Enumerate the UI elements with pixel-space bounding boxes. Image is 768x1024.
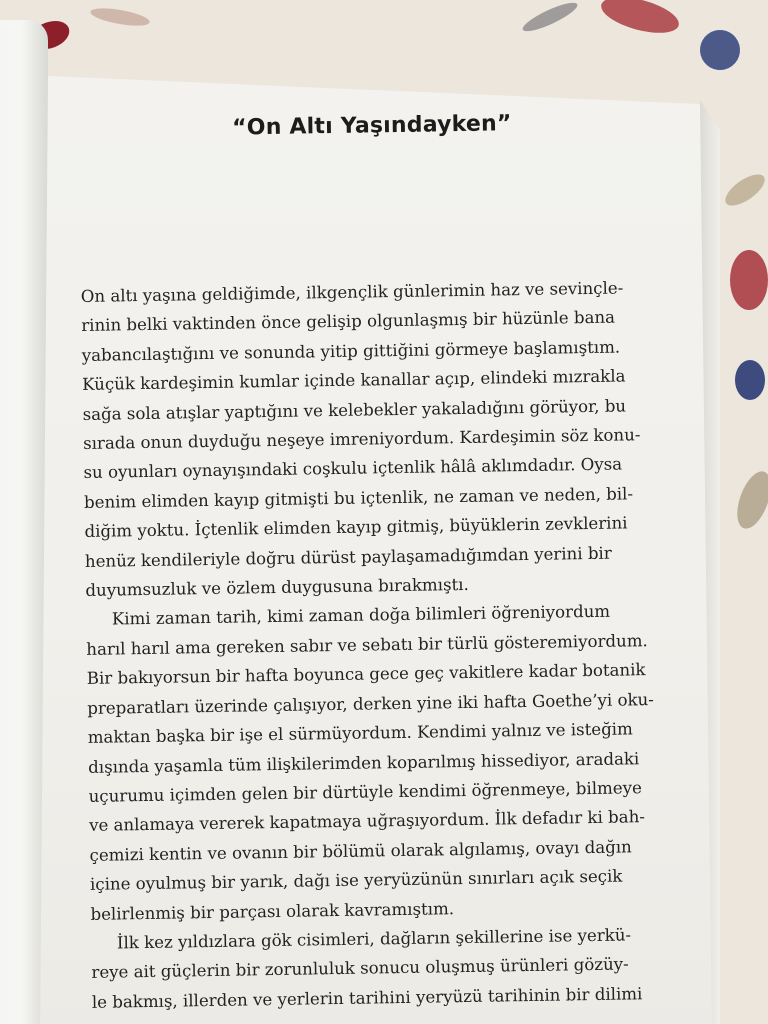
text-line: yabancılaştığını ve sonunda yitip gittiğini görmeye başlamıştım.	[81, 337, 621, 365]
text-line: reye ait güçlerin bir zorunluluk sonucu oluşmuş ürünleri gözüy-	[91, 954, 629, 983]
tablecloth-motif	[731, 467, 768, 533]
tablecloth-motif	[89, 5, 151, 29]
text-line: le bakmış, illerden ve yerlerin tarihini yeryüzü tarihinin bir dilimi	[91, 983, 643, 1012]
previous-page-edge	[0, 20, 48, 1024]
text-line: içine oyulmuş bir yarık, dağı ise yeryüzünün sınırları açık seçik	[89, 866, 623, 895]
text-line: rinin belki vaktinden önce gelişip olgunlaşmış bir hüzünle bana	[81, 307, 616, 336]
text-line: ve anlamaya vererek kapatmaya uğraşıyordum. İlk defadır ki bah-	[88, 807, 646, 836]
tablecloth-motif	[720, 169, 768, 212]
text-line: çemizi kentin ve ovanın bir bölümü olarak algılamış, ovayı dağın	[89, 837, 632, 865]
text-line: belirlenmiş bir parçası olarak kavramıştım.	[90, 898, 455, 924]
text-line: Bir bakıyorsun bir hafta boyunca gece geç vakitlere kadar botanik	[86, 660, 646, 689]
text-line: sağa sola atışlar yaptığını ve kelebekler yakaladığını görüyor, bu	[82, 396, 627, 424]
text-line: On altı yaşına geldiğimde, ilkgençlik günlerimin haz ve sevinçle-	[80, 278, 624, 306]
body-text	[81, 272, 702, 1017]
paragraph-3	[91, 919, 702, 1017]
text-line: Kimi zaman tarih, kimi zaman doğa bilimleri öğreniyordum	[111, 602, 611, 629]
page-content	[78, 108, 712, 1018]
text-line: duyumsuzluk ve özlem duygusuna bırakmıştı.	[85, 574, 469, 601]
tablecloth-motif	[520, 0, 580, 36]
text-line: su oyunları oynayışındaki coşkulu içtenlik hâlâ aklımdadır. Oysa	[83, 454, 623, 483]
text-line: harıl harıl ama gereken sabır ve sebatı bir türlü gösteremiyordum.	[86, 630, 648, 659]
paragraph-2	[86, 596, 701, 929]
tablecloth-motif	[730, 250, 768, 310]
text-line: henüz kendileriyle doğru dürüst paylaşamadığımdan yerini bir	[84, 543, 612, 571]
text-line: maktan başka bir işe el sürmüyordum. Kendimi yalnız ve isteğim	[87, 719, 633, 748]
chapter-title: “On Altı Yaşındayken”	[231, 111, 512, 141]
text-line: İlk kez yıldızlara gök cisimleri, dağların şekillerine ise yerkü-	[116, 925, 632, 953]
text-line: benim elimden kayıp gitmişti bu içtenlik, ne zaman ve neden, bil-	[83, 484, 634, 512]
paragraph-1	[81, 272, 696, 605]
text-line: sırada onun duyduğu neşeye imreniyordum. Kardeşimin söz konu-	[82, 425, 641, 453]
tablecloth-motif	[735, 360, 765, 400]
text-line: uçurumu içimden gelen bir dürtüyle kendimi öğrenmeye, bilmeye	[88, 778, 642, 806]
tablecloth-motif	[597, 0, 682, 40]
tablecloth-motif	[693, 23, 748, 78]
text-line: preparatları üzerinde çalışıyor, derken yine iki hafta Goethe’yi oku-	[87, 689, 654, 718]
text-line: diğim yoktu. İçtenlik elimden kayıp gitmiş, büyüklerin zevklerini	[84, 513, 628, 542]
text-line: Küçük kardeşimin kumlar içinde kanallar açıp, elindeki mızrakla	[82, 366, 626, 395]
text-line: dışında yaşamla tüm ilişkilerimden koparılmış hissediyor, aradaki	[88, 748, 640, 777]
